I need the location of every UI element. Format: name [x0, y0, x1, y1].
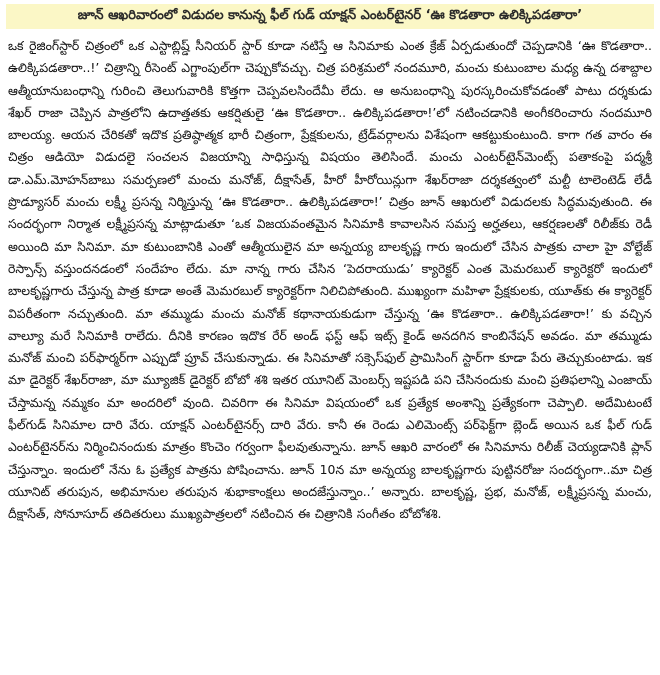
article-headline: జూన్ ఆఖరివారంలో విడుదల కానున్న ఫీల్ గుడ్ యాక్షన్ ఎంటర్‌టైనర్ ‘ఊ కొడతారా ఉలిక్కిపడతారా’: [77, 8, 583, 23]
article-paragraph: ఒక రైజింగ్‌స్టార్ చిత్రంలో ఒక ఎస్టాబ్లిష్డ్ సీనియర్ స్టార్ కూడా నటిస్తే ఆ సినిమాకు ఎంత క్రేజ్ ఏర్పడుతుందో చెప్పడానికి ‘ఊ కొడతారా.. ఉలిక్కిపడతారా..!’ చిత్రాన్ని రీసెంట్ ఎగ్జాంపుల్‌గా చెప్పుకోవచ్చు. చిత్ర పరిశ్రమలో నందమూరి, మంచు కుటుంబాల మధ్య ఉన్న దశాబ్దాల ఆత్మీయానుబంధాన్ని గురించి తెలుగువారికి కొత్తగా చెప్పవలసిందేమీ లేదు. ఆ అనుబంధాన్ని పురస్కరించుకోవడంతో పాటు దర్శకుడు శేఖర్ రాజా చెప్పిన పాత్రలోని ఉదాత్తతకు ఆకర్షితులై ‘ఊ కొడతారా.. ఉలిక్కిపడతారా!’లో నటించడానికి అంగీకరించారు నందమూరి బాలయ్య. ఆయన చేరికతో ఇదొక ప్రతిష్ఠాత్మక భారీ చిత్రంగా, ప్రేక్షకులను, ట్రేడ్‌వర్గాలను విశేషంగా ఆకట్టుకుంటుంది. కాగా గత వారం ఈ చిత్రం ఆడియో విడుదలై సంచలన విజయాన్ని సాధిస్తున్న విషయం తెలిసిందే. మంచు ఎంటర్‌టైన్‌మెంట్స్ పతాకంపై పద్మశ్రీ డా.ఎమ్.మోహన్‌బాబు సమర్పణలో మంచు మనోజ్, దీక్షాసేత్, హీరో హీరోయిన్లుగా శేఖర్‌రాజా దర్శకత్వంలో మల్టీ టాలెంటెడ్ లేడీ ప్రొడ్యూసర్ మంచు లక్ష్మీ ప్రసన్న నిర్మిస్తున్న ‘ఊ కొడతారా.. ఉలిక్కిపడతారా!’ చిత్రం జూన్ ఆఖరులో విడుదలకు సిద్ధమవుతుంది. ఈ సందర్భంగా నిర్మాత లక్ష్మీప్రసన్న మాట్లాడుతూ ‘ఒక విజయవంతమైన సినిమాకి కావాలసిన సమస్త అర్హతలు, ఆకర్షణలతో రిలీజ్‌కు రెడీ అయింది మా సినిమా. మా కుటుంబానికి ఎంతో ఆత్మీయులైన మా అన్నయ్య బాలకృష్ణ గారు ఇందులో చేసిన పాత్రకు చాలా హై వోల్టేజ్ రెస్పాన్స్ వస్తుందనడంలో సందేహం లేదు. మా నాన్న గారు చేసిన ‘పెదరాయుడు’ క్యారెక్టర్ ఎంత మెమరబుల్ క్యారెక్టరో ఇందులో బాలకృష్ణగారు చేస్తున్న పాత్ర కూడా అంతే మెమరబుల్ క్యారెక్టర్‌గా నిలిచిపోతుంది. ముఖ్యంగా మహిళా ప్రేక్షకులకు, యూత్‌కు ఈ క్యారెక్టర్ విపరీతంగా నచ్చుతుంది. మా తమ్ముడు మంచు మనోజ్ కథానాయకుడుగా చేస్తున్న ‘ఊ కొడతారా.. ఉలిక్కిపడతారా!’ కు వచ్చిన వాల్యూ మరే సినిమాకి రాలేదు. దీనికి కారణం ఇదొక రేర్ అండ్ ఫస్ట్ ఆఫ్ ఇట్స్ కైండ్ అనదగిన కాంబినేషన్ అవడం. మా తమ్ముడు మనోజ్ మంచి పర్‌ఫార్మర్‌గా ఎప్పుడో ప్రూవ్ చేసుకున్నాడు. ఈ సినిమాతో సక్సెస్‌ఫుల్ ప్రామిసింగ్ స్టార్‌గా కూడా పేరు తెచ్చుకుంటాడు. ఇక మా డైరెక్టర్ శేఖర్‌రాజా, మా మ్యూజిక్ డైరెక్టర్ బోబో శశి ఇతర యూనిట్ మెంబర్స్ ఇష్టపడి పని చేసినందుకు మంచి ప్రతిఫలాన్ని ఎంజాయ్ చేస్తామన్న నమ్మకం మా అందరిలో వుంది. చివరిగా ఈ సినిమా విషయంలో ఒక ప్రత్యేక అంశాన్ని ప్రత్యేకంగా చెప్పాలి. అదేమిటంటే ఫీల్‌గుడ్ సినిమాల దారి వేరు. యాక్షన్ ఎంటర్‌టైనర్స్ దారి వేరు. కానీ ఈ రెండు ఎలిమెంట్స్ పర్‌ఫెక్ట్‌గా బ్లెండ్ అయిన ఒక ఫీల్ గుడ్ ఎంటర్‌టైనర్‌ను నిర్మించినందుకు మాత్రం కొంచెం గర్వంగా ఫీలవుతున్నాను. జూన్ ఆఖరి వారంలో ఈ సినిమాను రిలీజ్ చెయ్యడానికి ప్లాన్ చేస్తున్నాం. ఇందులో నేను ఓ ప్రత్యేక పాత్రను పోషించాను. జూన్ 10న మా అన్నయ్య బాలకృష్ణగారు పుట్టినరోజు సందర్భంగా..మా చిత్ర యూనిట్ తరుపున, అభిమానుల తరుపున శుభాకాంక్షలు అందజేస్తున్నాం..’ అన్నారు. బాలకృష్ణ, ప్రభ, మనోజ్, లక్ష్మీప్రసన్న మంచు, దీక్షాసేత్, సోనూసూద్ తదితరులు ముఖ్యపాత్రలలో నటించిన ఈ చిత్రానికి సంగీతం బోబోశశి.: [8, 38, 652, 522]
headline-bar: [6, 4, 654, 29]
article-body: [6, 35, 654, 675]
